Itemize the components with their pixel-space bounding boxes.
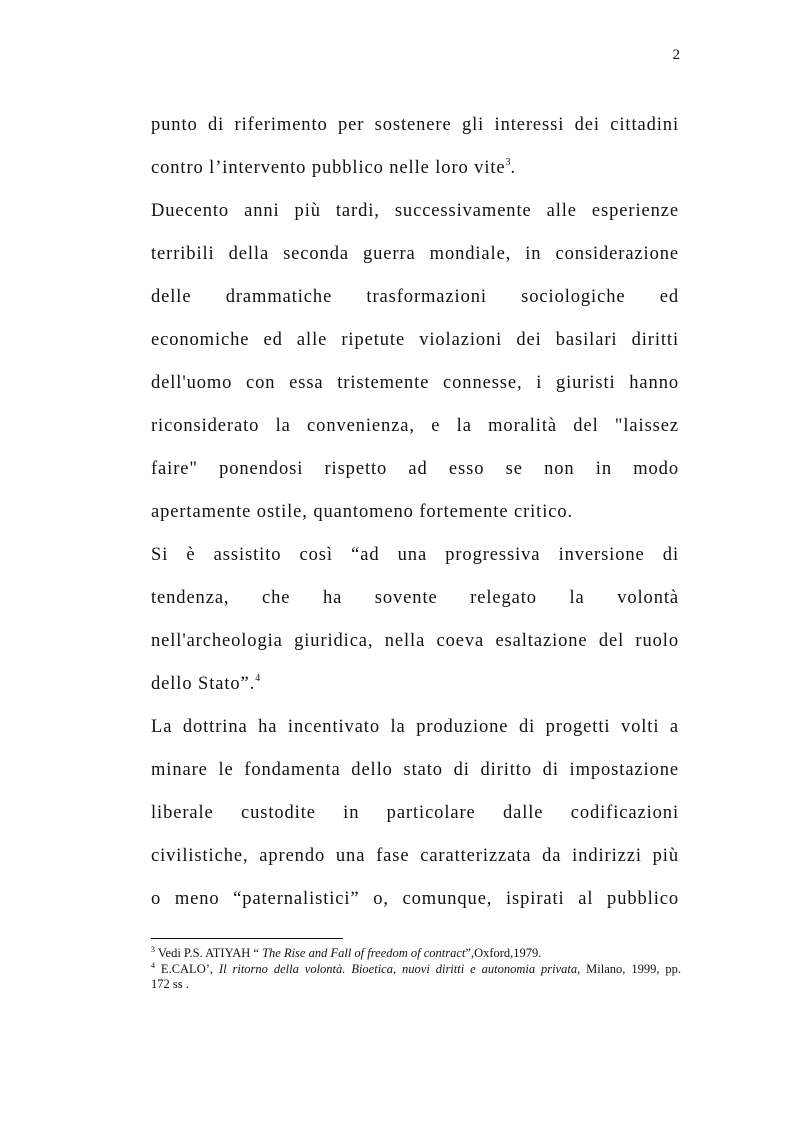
text-line: tendenza, che ha sovente relegato la volontà [151, 588, 679, 608]
text-line: o meno “paternalistici” o, comunque, ispirati al pubblico [151, 889, 679, 909]
page-number: 2 [672, 47, 680, 63]
footnote-title: Il ritorno della volontà. Bioetica, nuovi diritti e autonomia privata [218, 961, 578, 976]
sentence-end: . [510, 158, 517, 178]
text-line: terribili della seconda guerra mondiale, in considerazione [151, 244, 679, 264]
text-line: La dottrina ha incentivato la produzione di progetti volti a [151, 717, 679, 737]
footnote-3 [151, 946, 681, 962]
text-line: nell'archeologia giuridica, nella coeva esaltazione del ruolo [151, 631, 679, 651]
footnote-separator [151, 938, 343, 939]
body-text [151, 104, 679, 921]
footnote-4-continuation: 172 ss . [151, 977, 189, 991]
footnote-title: The Rise and Fall of freedom of contract [262, 946, 466, 960]
text-line-content: dello Stato”. [151, 674, 256, 694]
text-line: economiche ed alle ripetute violazioni dei basilari diritti [151, 330, 679, 350]
footnote-4 [151, 962, 681, 978]
text-line: liberale custodite in particolare dalle codificazioni [151, 803, 679, 823]
footnote-ref-4: 4 [255, 673, 261, 684]
text-line [151, 663, 679, 706]
text-line: punto di riferimento per sostenere gli interessi dei cittadini [151, 115, 679, 135]
text-line: Si è assistito così “ad una progressiva inversione di [151, 545, 679, 565]
text-line: minare le fondamenta dello stato di diritto di impostazione [151, 760, 679, 780]
footnote-ref-3: 3 [505, 157, 511, 168]
footnote-mark: 4 [151, 960, 155, 970]
text-line: faire" ponendosi rispetto ad esso se non in modo [151, 459, 679, 479]
footnote-mark: 3 [151, 945, 155, 954]
footnote-text: , Milano, 1999, pp. [577, 961, 682, 976]
footnote-text: ”,Oxford,1979. [465, 946, 542, 960]
footnote-text: Vedi P.S. ATIYAH “ [155, 946, 263, 960]
text-line-content: contro l’intervento pubblico nelle loro vite [151, 158, 506, 178]
text-line: delle drammatiche trasformazioni sociologiche ed [151, 287, 679, 307]
text-line: riconsiderato la convenienza, e la moralità del "laissez [151, 416, 679, 436]
text-line: civilistiche, aprendo una fase caratterizzata da indirizzi più [151, 846, 679, 866]
text-line: apertamente ostile, quantomeno fortemente critico. [151, 502, 574, 522]
footnotes [151, 946, 681, 993]
footnote-text: E.CALO’, [155, 961, 219, 976]
text-line: dell'uomo con essa tristemente connesse, i giuristi hanno [151, 373, 679, 393]
text-line: Duecento anni più tardi, successivamente alle esperienze [151, 201, 679, 221]
text-line [151, 147, 679, 190]
